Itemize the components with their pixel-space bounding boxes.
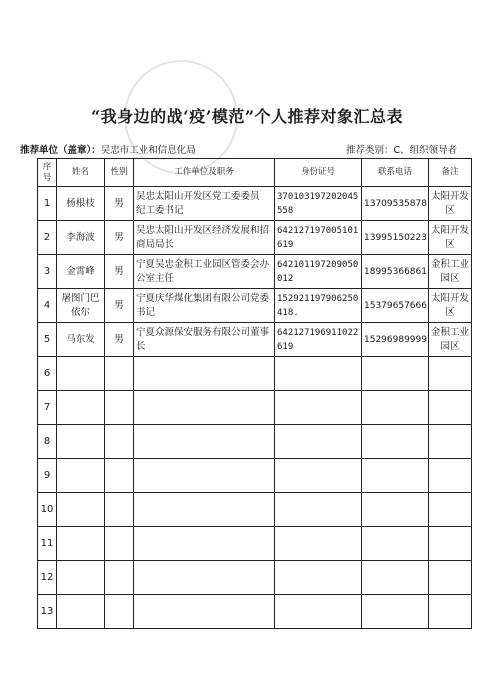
row-phone: 13995150223 xyxy=(362,221,429,255)
row-note xyxy=(429,527,472,561)
row-note xyxy=(429,561,472,595)
table-row xyxy=(38,595,472,629)
row-note xyxy=(429,391,472,425)
row-work xyxy=(134,391,275,425)
row-phone: 15296989999 xyxy=(362,323,429,357)
page-title: “我身边的战‘疫’模范”个人推荐对象汇总表 xyxy=(90,107,404,126)
table-row xyxy=(38,459,472,493)
row-sex: 男 xyxy=(105,221,134,255)
row-no: 11 xyxy=(38,527,57,561)
row-name xyxy=(57,459,105,493)
row-id: 152921197906250418. xyxy=(275,289,362,323)
row-note: 太阳开发区 xyxy=(429,289,472,323)
row-sex xyxy=(105,357,134,391)
row-id xyxy=(275,561,362,595)
row-name: 金霄峰 xyxy=(57,255,105,289)
row-work xyxy=(134,357,275,391)
table-row xyxy=(38,187,472,221)
row-name xyxy=(57,425,105,459)
row-name xyxy=(57,357,105,391)
row-id: 642127197005101619 xyxy=(275,221,362,255)
row-sex: 男 xyxy=(105,255,134,289)
row-note: 金积工业园区 xyxy=(429,323,472,357)
row-note xyxy=(429,595,472,629)
row-sex xyxy=(105,425,134,459)
row-work: 宁夏众源保安服务有限公司董事长 xyxy=(134,323,275,357)
row-no: 4 xyxy=(38,289,57,323)
row-note xyxy=(429,357,472,391)
row-work: 宁夏吴忠金积工业园区管委会办公室主任 xyxy=(134,255,275,289)
table-header-row xyxy=(38,159,472,187)
row-sex: 男 xyxy=(105,289,134,323)
row-phone: 18995366861 xyxy=(362,255,429,289)
row-work xyxy=(134,425,275,459)
row-no: 3 xyxy=(38,255,57,289)
row-id: 370103197202045558 xyxy=(275,187,362,221)
row-id xyxy=(275,493,362,527)
row-no: 5 xyxy=(38,323,57,357)
row-id xyxy=(275,459,362,493)
row-no: 12 xyxy=(38,561,57,595)
row-note: 金积工业园区 xyxy=(429,255,472,289)
header-work: 工作单位及职务 xyxy=(134,159,275,187)
row-phone xyxy=(362,595,429,629)
row-name xyxy=(57,527,105,561)
row-sex xyxy=(105,459,134,493)
row-sex xyxy=(105,527,134,561)
row-no: 10 xyxy=(38,493,57,527)
header-phone: 联系电话 xyxy=(362,159,429,187)
row-id xyxy=(275,425,362,459)
row-name xyxy=(57,595,105,629)
candidate-table xyxy=(37,158,472,629)
row-phone: 13709535878 xyxy=(362,187,429,221)
row-no: 9 xyxy=(38,459,57,493)
row-phone xyxy=(362,493,429,527)
row-id: 642101197209050012 xyxy=(275,255,362,289)
row-note: 太阳开发区 xyxy=(429,221,472,255)
row-note xyxy=(429,425,472,459)
row-phone xyxy=(362,527,429,561)
row-id xyxy=(275,595,362,629)
header-no: 序号 xyxy=(38,159,57,187)
table-row xyxy=(38,221,472,255)
table-body xyxy=(38,187,472,629)
row-name: 杨根枝 xyxy=(57,187,105,221)
row-work xyxy=(134,527,275,561)
header-name: 姓名 xyxy=(57,159,105,187)
table-row xyxy=(38,255,472,289)
row-work: 吴忠太阳山开发区经济发展和招商局局长 xyxy=(134,221,275,255)
row-name: 李海波 xyxy=(57,221,105,255)
recommending-unit-label: 推荐单位（盖章）： xyxy=(20,145,101,156)
table-row xyxy=(38,561,472,595)
recommending-unit-value: 吴忠市工业和信息化局 xyxy=(100,145,196,156)
row-no: 6 xyxy=(38,357,57,391)
row-no: 2 xyxy=(38,221,57,255)
row-work: 吴忠太阳山开发区党工委委员 纪工委书记 xyxy=(134,187,275,221)
row-phone xyxy=(362,357,429,391)
row-phone xyxy=(362,391,429,425)
row-id xyxy=(275,527,362,561)
recommend-category: 推荐类别：C、组织领导者 xyxy=(346,145,458,156)
row-work xyxy=(134,493,275,527)
row-phone xyxy=(362,561,429,595)
row-name: 屠图门巴依尔 xyxy=(57,289,105,323)
row-no: 1 xyxy=(38,187,57,221)
row-name: 马东发 xyxy=(57,323,105,357)
row-work xyxy=(134,459,275,493)
row-sex xyxy=(105,561,134,595)
row-id: 642127196911022619 xyxy=(275,323,362,357)
row-sex: 男 xyxy=(105,187,134,221)
row-no: 8 xyxy=(38,425,57,459)
row-work: 宁夏庆华煤化集团有限公司党委书记 xyxy=(134,289,275,323)
row-phone: 15379657666 xyxy=(362,289,429,323)
row-sex xyxy=(105,391,134,425)
table-row xyxy=(38,289,472,323)
row-name xyxy=(57,391,105,425)
table-row xyxy=(38,323,472,357)
row-note: 太阳开发区 xyxy=(429,187,472,221)
row-work xyxy=(134,561,275,595)
table-row xyxy=(38,391,472,425)
table-row xyxy=(38,527,472,561)
row-sex xyxy=(105,493,134,527)
row-sex: 男 xyxy=(105,323,134,357)
row-note xyxy=(429,459,472,493)
header-id: 身份证号 xyxy=(275,159,362,187)
row-phone xyxy=(362,459,429,493)
recommending-unit xyxy=(20,142,196,156)
row-name xyxy=(57,493,105,527)
row-id xyxy=(275,391,362,425)
table-row xyxy=(38,425,472,459)
table-row xyxy=(38,493,472,527)
row-note xyxy=(429,493,472,527)
header-note: 备注 xyxy=(429,159,472,187)
row-sex xyxy=(105,595,134,629)
row-name xyxy=(57,561,105,595)
header-sex: 性别 xyxy=(105,159,134,187)
row-no: 7 xyxy=(38,391,57,425)
row-no: 13 xyxy=(38,595,57,629)
row-id xyxy=(275,357,362,391)
row-work xyxy=(134,595,275,629)
row-phone xyxy=(362,425,429,459)
table-row xyxy=(38,357,472,391)
